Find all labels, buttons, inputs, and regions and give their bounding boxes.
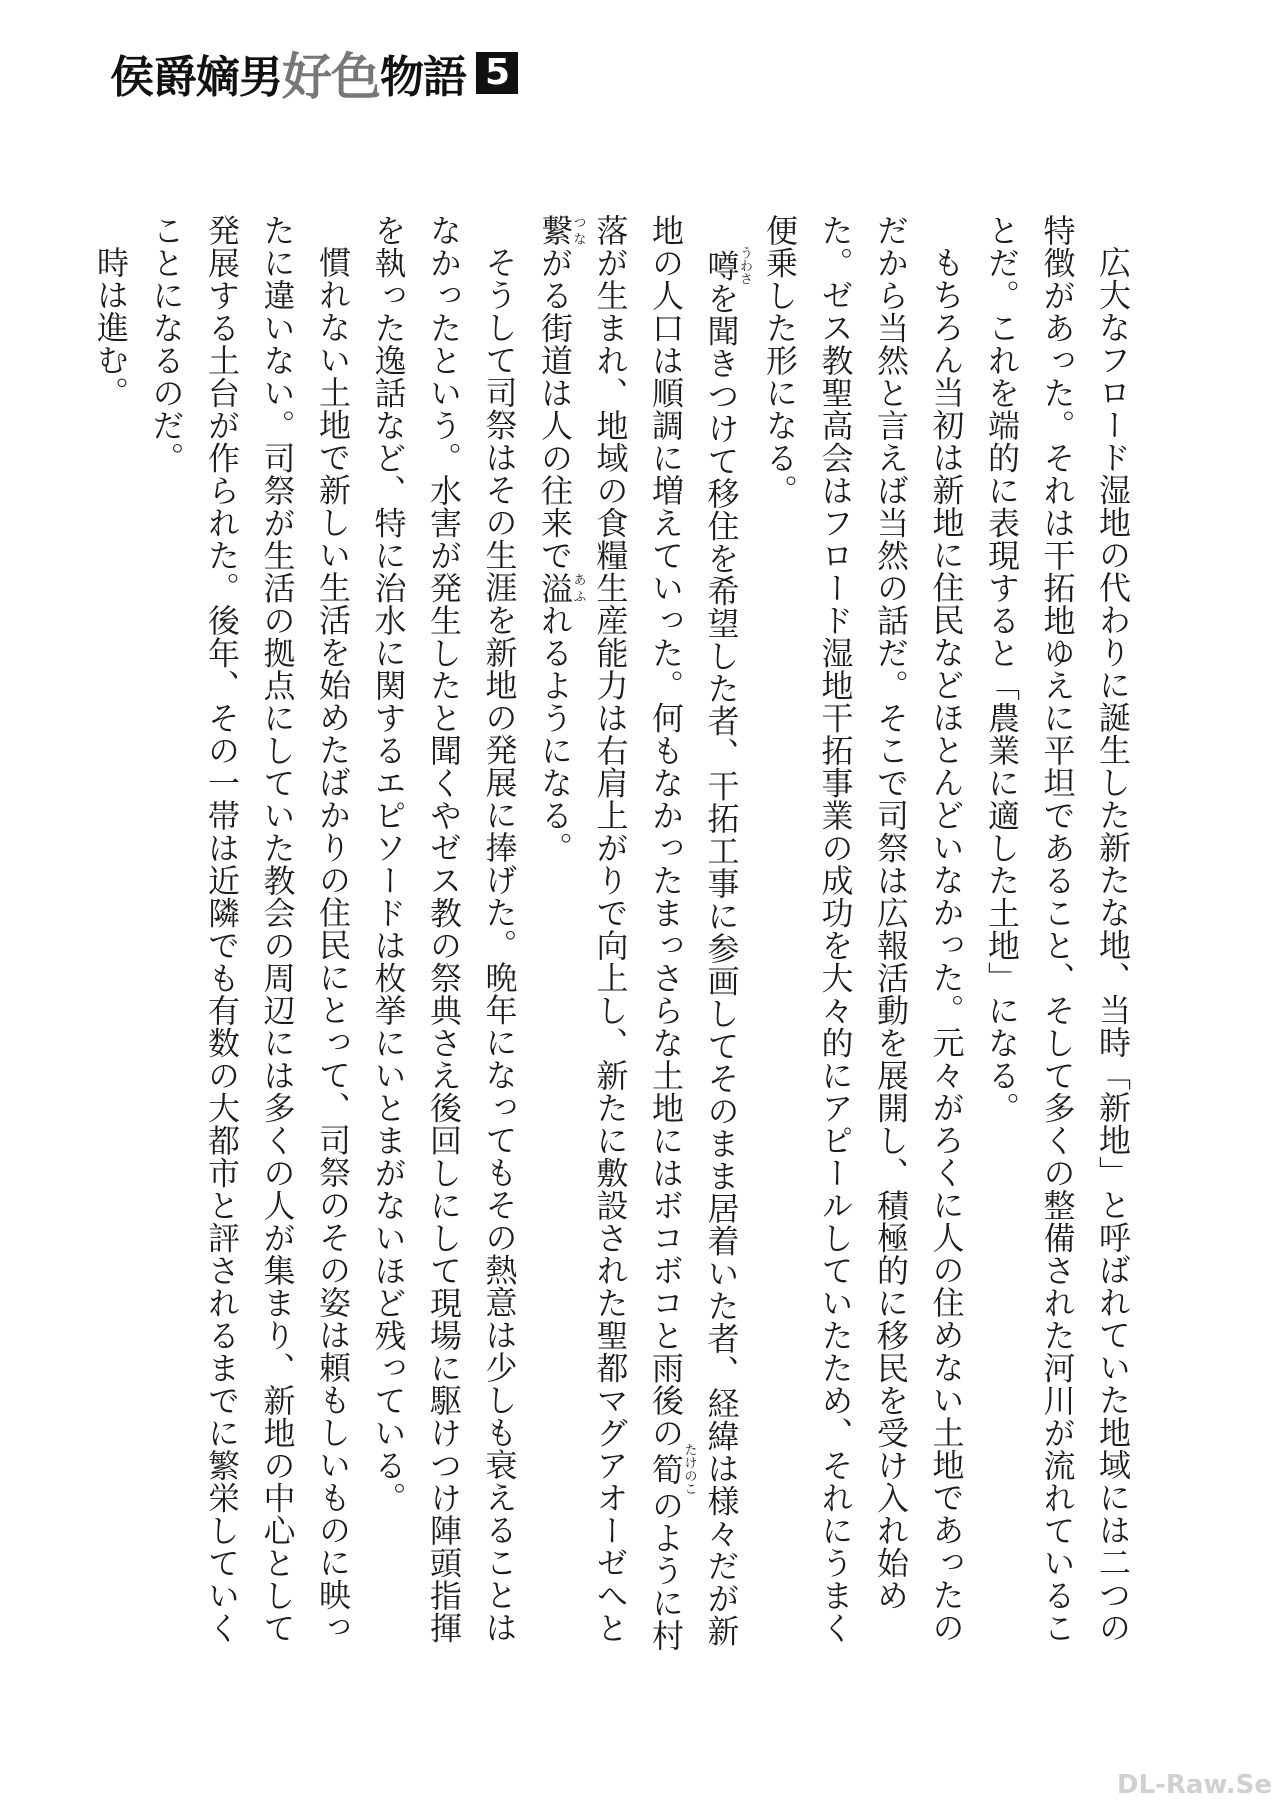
- ruby-word: 筍たけのこ: [647, 1443, 697, 1495]
- ruby-word: 繋つな: [536, 214, 586, 247]
- title-text-end: 物語: [380, 52, 466, 103]
- ruby-word: 溢あふ: [536, 571, 586, 604]
- paragraph: 広大なフロード湿地の代わりに誕生した新たな地、当時「新地」と呼ばれていた地域には二つの特徴があった。それは干拓地ゆえに平坦であること、そして多くの整備された河川が流れていることだ。これを端的に表現すると「農業に適した土地」になる。: [983, 214, 1132, 1644]
- paragraph: 慣れない土地で新しい生活を始めたばかりの住民にとって、司祭のその姿は頼もしいものに映ったに違いない。司祭が生活の拠点にしていた教会の周辺には多くの人が集まり、新地の中心として発展する土台が作られた。後年、その一帯は近隣でも有数の大都市と評されるまでに繁栄していくことになるのだ。: [147, 214, 352, 1644]
- ruby-word: 噂うわさ: [702, 246, 752, 285]
- watermark: DL-Raw.Se: [1116, 1770, 1272, 1800]
- novel-body-text: [83, 214, 1141, 1654]
- paragraph: 時は進む。: [92, 246, 130, 409]
- title-text: 侯爵嫡男: [110, 52, 282, 103]
- paragraph: そうして司祭はその生涯を新地の発展に捧げた。晩年になってもその熱意は少しも衰えることはなかったという。水害が発生したと聞くやゼス教の祭典さえ後回しにして現場に駆けつけ陣頭指揮を執った逸話など、特に治水に関するエピソードは枚挙にいとまがないほど残っている。: [369, 214, 519, 1644]
- paragraph: もちろん当初は新地に住民などほとんどいなかった。元々がろくに人の住めない土地であったのだから当然と言えば当然の話だ。そこで司祭は広報活動を展開し、積極的に移民を受け入れ始めた。ゼス教聖高会はフロード湿地干拓事業の成功を大々的にアピールしていたため、それにうまく便乗した形になる。: [761, 214, 966, 1644]
- title-accent-text: 好色: [282, 47, 380, 106]
- paragraph: 噂うわさを聞きつけて移住を希望した者、干拓工事に参画してそのまま居着いた者、経緯は様々だが新地の人口は順調に増えていった。何もなかったまっさらな土地にはボコボコと雨後の筍たけのこのように村落が生まれ、地域の食糧生産能力は右肩上がりで向上し、新たに敷設された聖都マグアオーゼへと繋つながる街道は人の往来で溢あふれるようになる。: [536, 214, 752, 1652]
- volume-badge: 5: [476, 52, 518, 94]
- book-title-header: [110, 47, 518, 106]
